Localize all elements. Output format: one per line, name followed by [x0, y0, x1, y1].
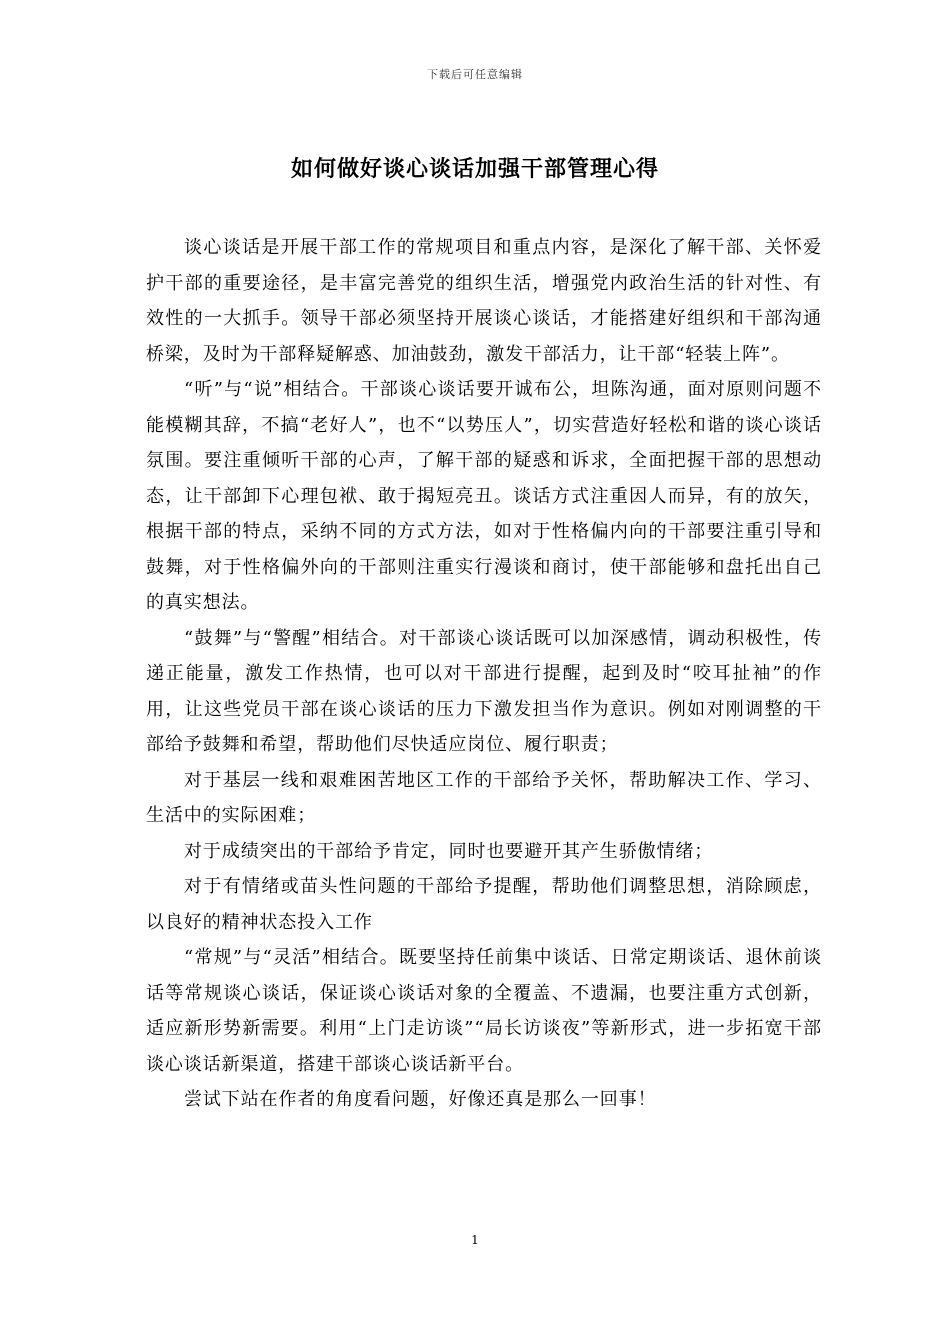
paragraph-closing: 尝试下站在作者的角度看问题，好像还真是那么一回事！	[184, 1089, 657, 1110]
paragraph-listen-speak: “听”与“说”相结合。干部谈心谈话要开诚布公，坦陈沟通，面对原则问题不能模糊其辞，不搞“老好人”，也不“以势压人”，切实营造好轻松和谐的谈心谈话氛围。要注重倾听干部的心声，了解干部的疑惑和诉求，全面把握干部的思想动态，让干部卸下心理包袱、敢于揭短亮丑。谈话方式注重因人而异，有的放矢，根据干部的特点，采纳不同的方式方法，如对于性格偏内向的干部要注重引导和鼓舞，对于性格偏外向的干部则注重实行漫谈和商讨，使干部能够和盘托出自己的真实想法。	[146, 379, 822, 613]
paragraph-grassroots-care: 对于基层一线和艰难困苦地区工作的干部给予关怀，帮助解决工作、学习、生活中的实际困难；	[146, 769, 822, 826]
paragraph-routine-flexible: “常规”与“灵活”相结合。既要坚持任前集中谈话、日常定期谈话、退休前谈话等常规谈心谈话，保证谈心谈话对象的全覆盖、不遗漏，也要注重方式创新，适应新形势新需要。利用“上门走访谈”“局长访谈夜”等新形式，进一步拓宽干部谈心谈话新渠道，搭建干部谈心谈话新平台。	[146, 947, 822, 1075]
document-body	[146, 230, 822, 1118]
header-note: 下载后可任意编辑	[427, 68, 523, 81]
document-title: 如何做好谈心谈话加强干部管理心得	[290, 156, 659, 182]
paragraph-encourage-warn: “鼓舞”与“警醒”相结合。对干部谈心谈话既可以加深感情，调动积极性，传递正能量，激发工作热情，也可以对干部进行提醒，起到及时“咬耳扯袖”的作用，让这些党员干部在谈心谈话的压力下激发担当作为意识。例如对刚调整的干部给予鼓舞和希望，帮助他们尽快适应岗位、履行职责；	[146, 627, 822, 755]
page-number: 1	[471, 1233, 479, 1247]
paragraph-affirm-achievement: 对于成绩突出的干部给予肯定，同时也要避开其产生骄傲情绪；	[184, 840, 714, 862]
paragraph-remind-issues: 对于有情绪或苗头性问题的干部给予提醒，帮助他们调整思想，消除顾虑，以良好的精神状态投入工作	[146, 876, 822, 933]
paragraph-intro: 谈心谈话是开展干部工作的常规项目和重点内容，是深化了解干部、关怀爱护干部的重要途径，是丰富完善党的组织生活，增强党内政治生活的针对性、有效性的一大抓手。领导干部必须坚持开展谈心谈话，才能搭建好组织和干部沟通桥梁，及时为干部释疑解惑、加油鼓劲，激发干部活力，让干部“轻装上阵”。	[146, 237, 822, 365]
